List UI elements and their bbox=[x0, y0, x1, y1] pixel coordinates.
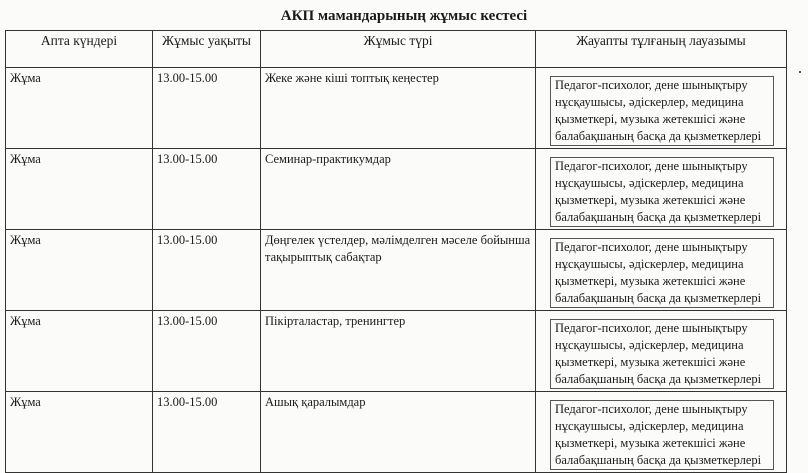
responsible-text: Педагог-психолог, дене шынықтыру нұсқаушысы, әдіскерлер, медицина қызметкері, музыка жетекшісі және балабақшаның басқа да қызметкерлері bbox=[550, 319, 774, 389]
header-responsible-position: Жауапты тұлғаның лауазымы bbox=[536, 31, 787, 68]
table-header-row bbox=[6, 31, 787, 68]
cell-day: Жұма bbox=[6, 392, 153, 473]
responsible-text: Педагог-психолог, дене шынықтыру нұсқаушысы, әдіскерлер, медицина қызметкері, музыка жетекшісі және балабақшаның басқа да қызметкерлері bbox=[550, 400, 774, 470]
cell-day: Жұма bbox=[6, 68, 153, 149]
table-row bbox=[6, 68, 787, 149]
responsible-text: Педагог-психолог, дене шынықтыру нұсқаушысы, әдіскерлер, медицина қызметкері, музыка жетекшісі және балабақшаның басқа да қызметкерлері bbox=[550, 157, 774, 227]
cell-time: 13.00-15.00 bbox=[153, 311, 261, 392]
cell-time: 13.00-15.00 bbox=[153, 392, 261, 473]
cell-work-type: Семинар-практикумдар bbox=[261, 149, 536, 230]
cell-responsible bbox=[536, 68, 787, 149]
cell-responsible bbox=[536, 149, 787, 230]
responsible-text: Педагог-психолог, дене шынықтыру нұсқаушысы, әдіскерлер, медицина қызметкері, музыка жетекшісі және балабақшаның басқа да қызметкерлері bbox=[550, 238, 774, 308]
schedule-table bbox=[5, 30, 787, 473]
header-work-time: Жұмыс уақыты bbox=[153, 31, 261, 68]
cell-day: Жұма bbox=[6, 230, 153, 311]
cell-work-type: Пікірталастар, тренингтер bbox=[261, 311, 536, 392]
header-work-type: Жұмыс түрі bbox=[261, 31, 536, 68]
cell-time: 13.00-15.00 bbox=[153, 68, 261, 149]
header-weekdays: Апта күндері bbox=[6, 31, 153, 68]
cell-work-type: Дөңгелек үстелдер, мәлімделген мәселе бойынша тақырыптық сабақтар bbox=[261, 230, 536, 311]
page-title: АКП мамандарының жұмыс кестесі bbox=[280, 8, 528, 24]
cell-time: 13.00-15.00 bbox=[153, 149, 261, 230]
cell-responsible bbox=[536, 311, 787, 392]
cell-work-type: Жеке және кіші топтық кеңестер bbox=[261, 68, 536, 149]
table-row bbox=[6, 230, 787, 311]
table-row bbox=[6, 392, 787, 473]
cell-work-type: Ашық қаралымдар bbox=[261, 392, 536, 473]
cell-day: Жұма bbox=[6, 149, 153, 230]
cell-responsible bbox=[536, 230, 787, 311]
scan-speck bbox=[799, 71, 801, 73]
cell-responsible bbox=[536, 392, 787, 473]
table-row bbox=[6, 149, 787, 230]
table-row bbox=[6, 311, 787, 392]
cell-day: Жұма bbox=[6, 311, 153, 392]
responsible-text: Педагог-психолог, дене шынықтыру нұсқаушысы, әдіскерлер, медицина қызметкері, музыка жетекшісі және балабақшаның басқа да қызметкерлері bbox=[550, 76, 774, 146]
cell-time: 13.00-15.00 bbox=[153, 230, 261, 311]
